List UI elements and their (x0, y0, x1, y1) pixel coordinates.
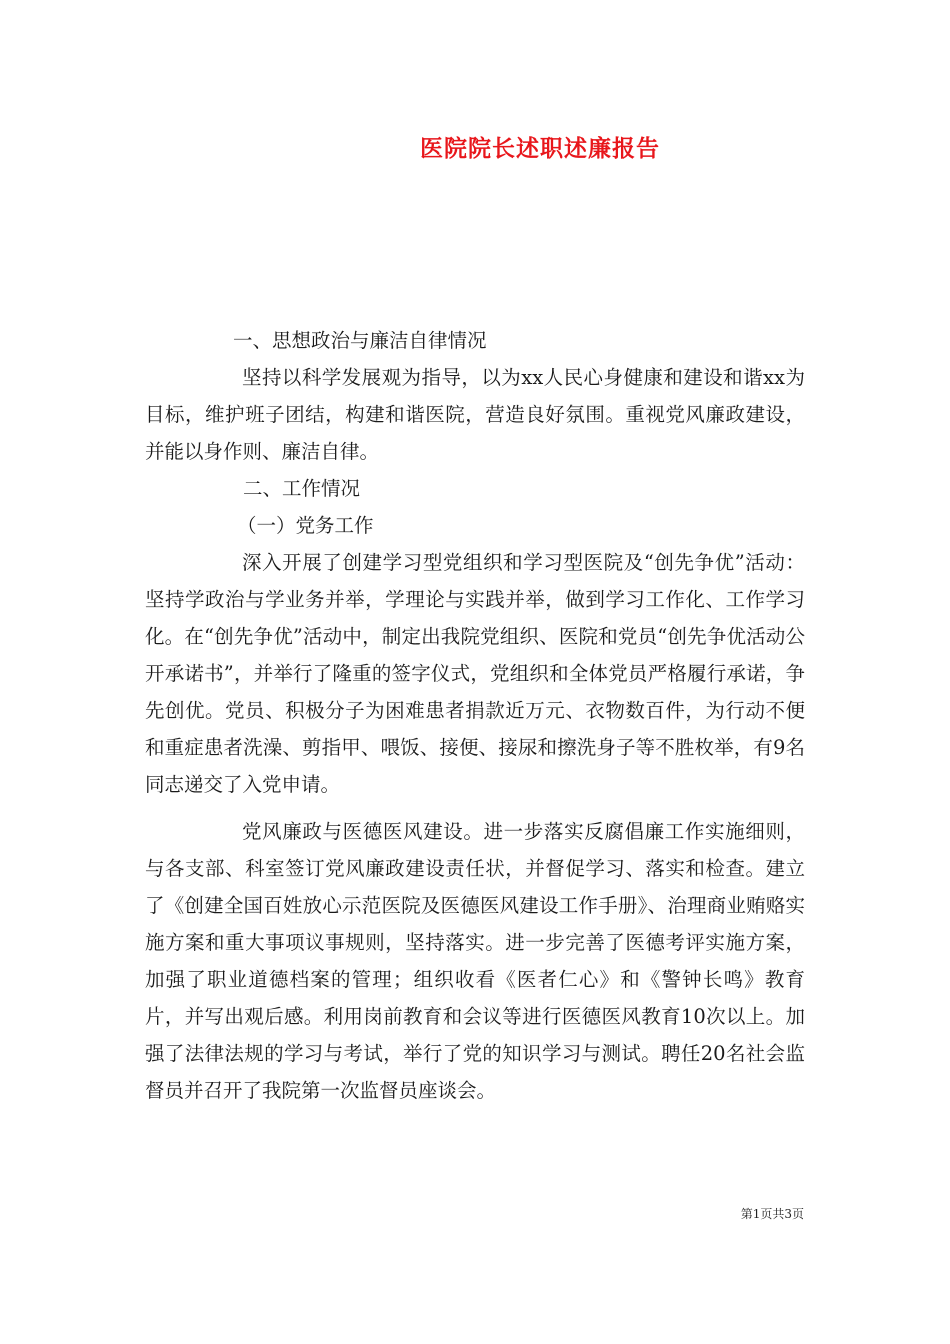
page-indicator: 第1页共3页 (740, 1207, 804, 1221)
paragraph-1: 坚持以科学发展观为指导，以为xx人民心身健康和建设和谐xx为目标，维护班子团结，构建和谐医院，营造良好氛围。重视党风廉政建设，并能以身作则、廉洁自律。 (145, 366, 805, 463)
paragraph-3: 党风廉政与医德医风建设。进一步落实反腐倡廉工作实施细则，与各支部、科室签订党风廉政建设责任状，并督促学习、落实和检查。建立了《创建全国百姓放心示范医院及医德医风建设工作手册》、治理商业贿赂实施方案和重大事项议事规则，坚持落实。进一步完善了医德考评实施方案，加强了职业道德档案的管理；组织收看《医者仁心》和《警钟长鸣》教育片，并写出观后感。利用岗前教育和会议等进行医德医风教育10次以上。加强了法律法规的学习与考试，举行了党的知识学习与测试。聘任20名社会监督员并召开了我院第一次监督员座谈会。 (145, 820, 805, 1102)
section-heading-2: 二、工作情况 (243, 477, 361, 500)
subsection-heading-2-1: （一）党务工作 (237, 514, 374, 537)
paragraph-2: 深入开展了创建学习型党组织和学习型医院及“创先争优”活动：坚持学政治与学业务并举，学理论与实践并举，做到学习工作化、工作学习化。在“创先争优”活动中，制定出我院党组织、医院和党员“创先争优活动公开承诺书”，并举行了隆重的签字仪式，党组织和全体党员严格履行承诺，争先创优。党员、积极分子为困难患者捐款近万元、衣物数百件，为行动不便和重症患者洗澡、剪指甲、喂饭、接便、接尿和擦洗身子等不胜枚举，有9名同志递交了入党申请。 (145, 551, 805, 796)
document-body (145, 322, 805, 1109)
section-heading-1: 一、思想政治与廉洁自律情况 (233, 329, 487, 352)
document-title: 医院院长述职述廉报告 (420, 135, 660, 162)
